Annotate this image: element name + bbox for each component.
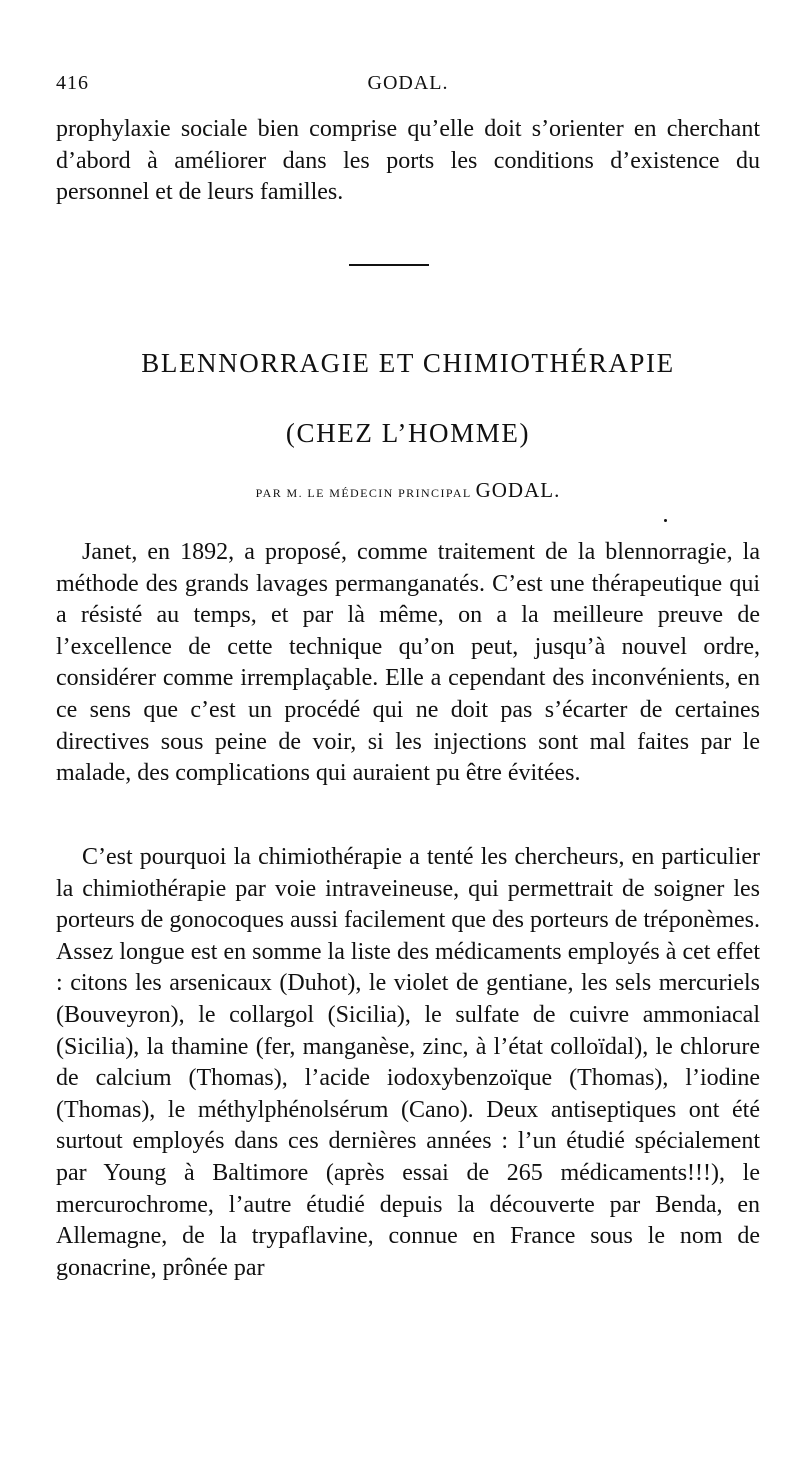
print-speck xyxy=(664,519,667,522)
byline xyxy=(56,478,760,503)
running-head xyxy=(56,72,760,102)
intro-paragraph: prophylaxie sociale bien comprise qu’elle doit s’orienter en cherchant d’abord à améliorer dans les ports les conditions d’existence du personnel et de leurs familles. xyxy=(56,116,760,206)
article-title: BLENNORRAGIE ET CHIMIOTHÉRAPIE xyxy=(141,348,675,378)
byline-prefix: PAR M. LE MÉDECIN PRINCIPAL xyxy=(255,486,472,500)
page-number: 416 xyxy=(56,72,89,94)
article-subtitle: (CHEZ L’HOMME) xyxy=(285,418,531,448)
body-paragraph: Janet, en 1892, a proposé, comme traitement de la blennorragie, la méthode des grands lavages permanganatés. C’est une thérapeutique qui a résisté au temps, et par là même, on a la meilleure preuve de l’excellence de cette technique qu’on peut, jusqu’à nouvel ordre, considérer comme irremplaçable. Elle a cependant des inconvénients, en ce sens que c’est un procédé qui ne doit pas s’écarter de certaines directives sous peine de voir, si les injections sont mal faites par le malade, des complications qui auraient pu être évitées. xyxy=(56,539,760,787)
body-paragraph: C’est pourquoi la chimiothérapie a tenté les chercheurs, en particulier la chimiothérapie par voie intraveineuse, qui permettrait de soigner les porteurs de gonocoques aussi facilement que des porteurs de tréponèmes. Assez longue est en somme la liste des médicaments employés à cet effet : citons les arsenicaux (Duhot), le violet de gentiane, les sels mercuriels (Bouveyron), le collargol (Sicilia), le sulfate de cuivre ammoniacal (Sicilia), la thamine (fer, manganèse, zinc, à l’état colloïdal), le chlorure de calcium (Thomas), l’acide iodoxybenzoïque (Thomas), l’iodine (Thomas), le méthylphénolsérum (Cano). Deux antiseptiques ont été surtout employés dans ces dernières années : l’un étudié spécialement par Young à Baltimore (après essai de 265 médicaments!!!), le mercurochrome, l’autre étudié depuis la découverte par Benda, en Allemagne, de la trypaflavine, connue en France sous le nom de gonacrine, prônée par xyxy=(56,844,760,1281)
section-divider xyxy=(349,264,429,266)
running-head-author: GODAL. xyxy=(367,72,449,94)
byline-author-name: GODAL. xyxy=(475,478,561,502)
